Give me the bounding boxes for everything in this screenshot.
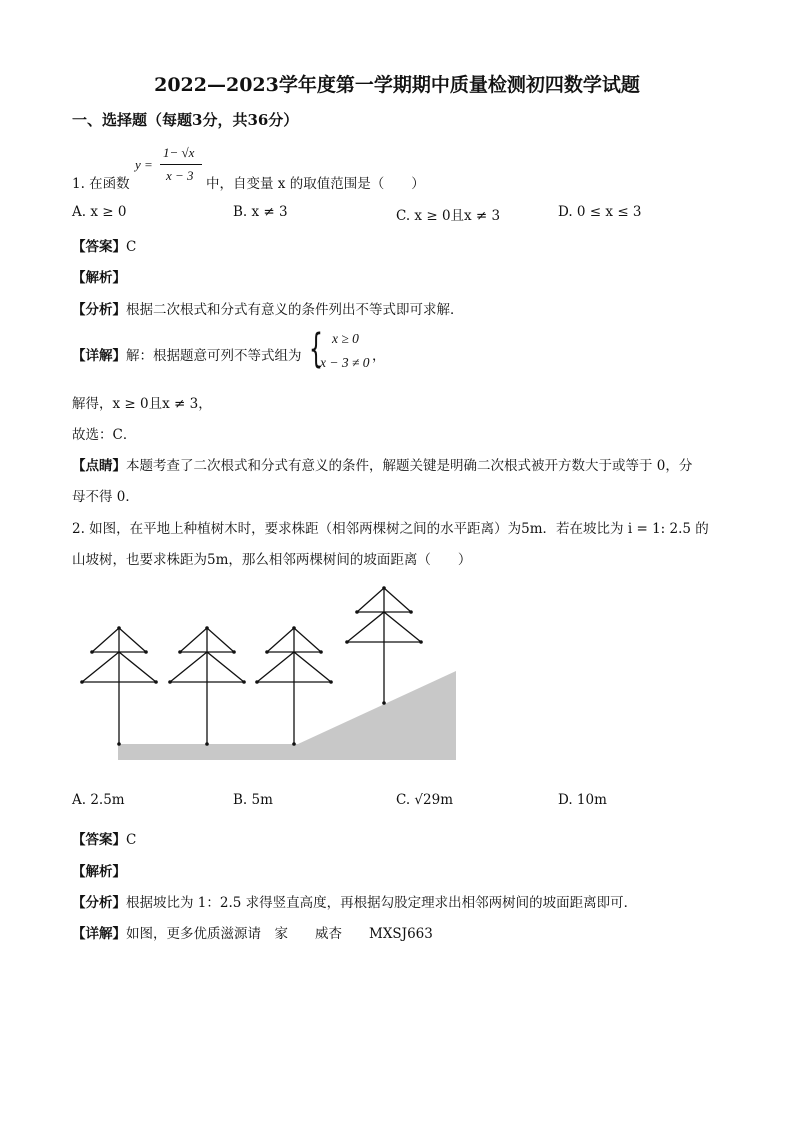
q2-option-d: D. 10m <box>558 792 607 808</box>
q1-option-d: D. 0 ≤ x ≤ 3 <box>558 204 642 220</box>
tree-2 <box>170 628 244 744</box>
q2-option-a: A. 2.5m <box>72 792 125 808</box>
system-line-1: x ≥ 0 <box>332 331 359 346</box>
tree-3 <box>257 628 331 744</box>
q1-numerator: 1− √x <box>163 145 195 160</box>
system-line-2: x − 3 ≠ 0 <box>320 355 370 370</box>
q1-option-c: C. x ≥ 0且x ≠ 3 <box>396 208 501 224</box>
q2-option-c: C. √29m <box>396 792 454 808</box>
q1-denominator: x − 3 <box>166 168 194 183</box>
analysis-text: 根据二次根式和分式有意义的条件列出不等式即可求解． <box>126 302 464 318</box>
q1-solution: 解得，x ≥ 0且x ≠ 3， <box>72 396 212 412</box>
q2-option-b: B. 5m <box>233 792 273 808</box>
q1-comment <box>72 454 692 474</box>
system-brace: { <box>309 326 323 372</box>
q1-option-b: B. x ≠ 3 <box>233 204 288 220</box>
q1-prefix: 1. 在函数 <box>72 176 130 192</box>
q2-line-2: 山坡树，也要求株距为5m，那么相邻两棵树间的坡面距离（ ） <box>72 552 472 568</box>
q1-question-suffix: 中，自变量 x 的取值范围是（ ） <box>206 176 425 192</box>
analysis-text: 根据坡比为 1：2.5 求得竖直高度，再根据勾股定理求出相邻两树间的坡面距离即可． <box>126 895 638 911</box>
answer-label: 【答案】 <box>72 832 126 848</box>
answer-label: 【答案】 <box>72 239 126 255</box>
comment-label: 【点睛】 <box>72 458 126 474</box>
q2-analysis-title: 【解析】 <box>72 864 126 880</box>
tree-1 <box>82 628 156 744</box>
q1-comment-cont: 母不得 0． <box>72 489 139 505</box>
system-end: ， <box>372 348 386 364</box>
tree-slope-figure <box>70 580 470 770</box>
detail-label: 【详解】 <box>72 348 126 364</box>
analysis-label: 【分析】 <box>72 895 126 911</box>
page-title: 2022—2023学年度第一学期期中质量检测初四数学试题 <box>154 74 640 96</box>
detail-text: 解：根据题意可列不等式组为 <box>126 348 302 364</box>
comment-text: 本题考查了二次根式和分式有意义的条件，解题关键是明确二次根式被开方数大于或等于 0，分 <box>126 458 693 474</box>
q2-answer <box>72 828 136 848</box>
q1-detail <box>72 344 302 364</box>
q1-option-a: A. x ≥ 0 <box>72 204 127 220</box>
tree-4 <box>347 588 421 703</box>
q2-line-1: 2. 如图，在平地上种植树木时，要求株距（相邻两棵树之间的水平距离）为5m．若在坡比为 i = 1: 2.5 的 <box>72 521 709 537</box>
ground-slope <box>118 671 456 760</box>
q1-answer <box>72 235 136 255</box>
analysis-label: 【分析】 <box>72 302 126 318</box>
section-heading: 一、选择题（每题3分，共36分） <box>72 111 299 129</box>
answer-value: C <box>126 239 137 255</box>
detail-text: 如图，更多优质滋源请 家 威杏 MXSJ663 <box>126 926 433 942</box>
q1-analysis-title: 【解析】 <box>72 270 126 286</box>
detail-label: 【详解】 <box>72 926 126 942</box>
q1-analysis <box>72 298 464 318</box>
q2-analysis <box>72 891 637 911</box>
q1-fraction-bar <box>160 164 202 165</box>
q1-y-equals: y = <box>135 157 153 172</box>
q2-detail <box>72 922 433 942</box>
q1-choice: 故选：C． <box>72 427 137 443</box>
answer-value: C <box>126 832 137 848</box>
